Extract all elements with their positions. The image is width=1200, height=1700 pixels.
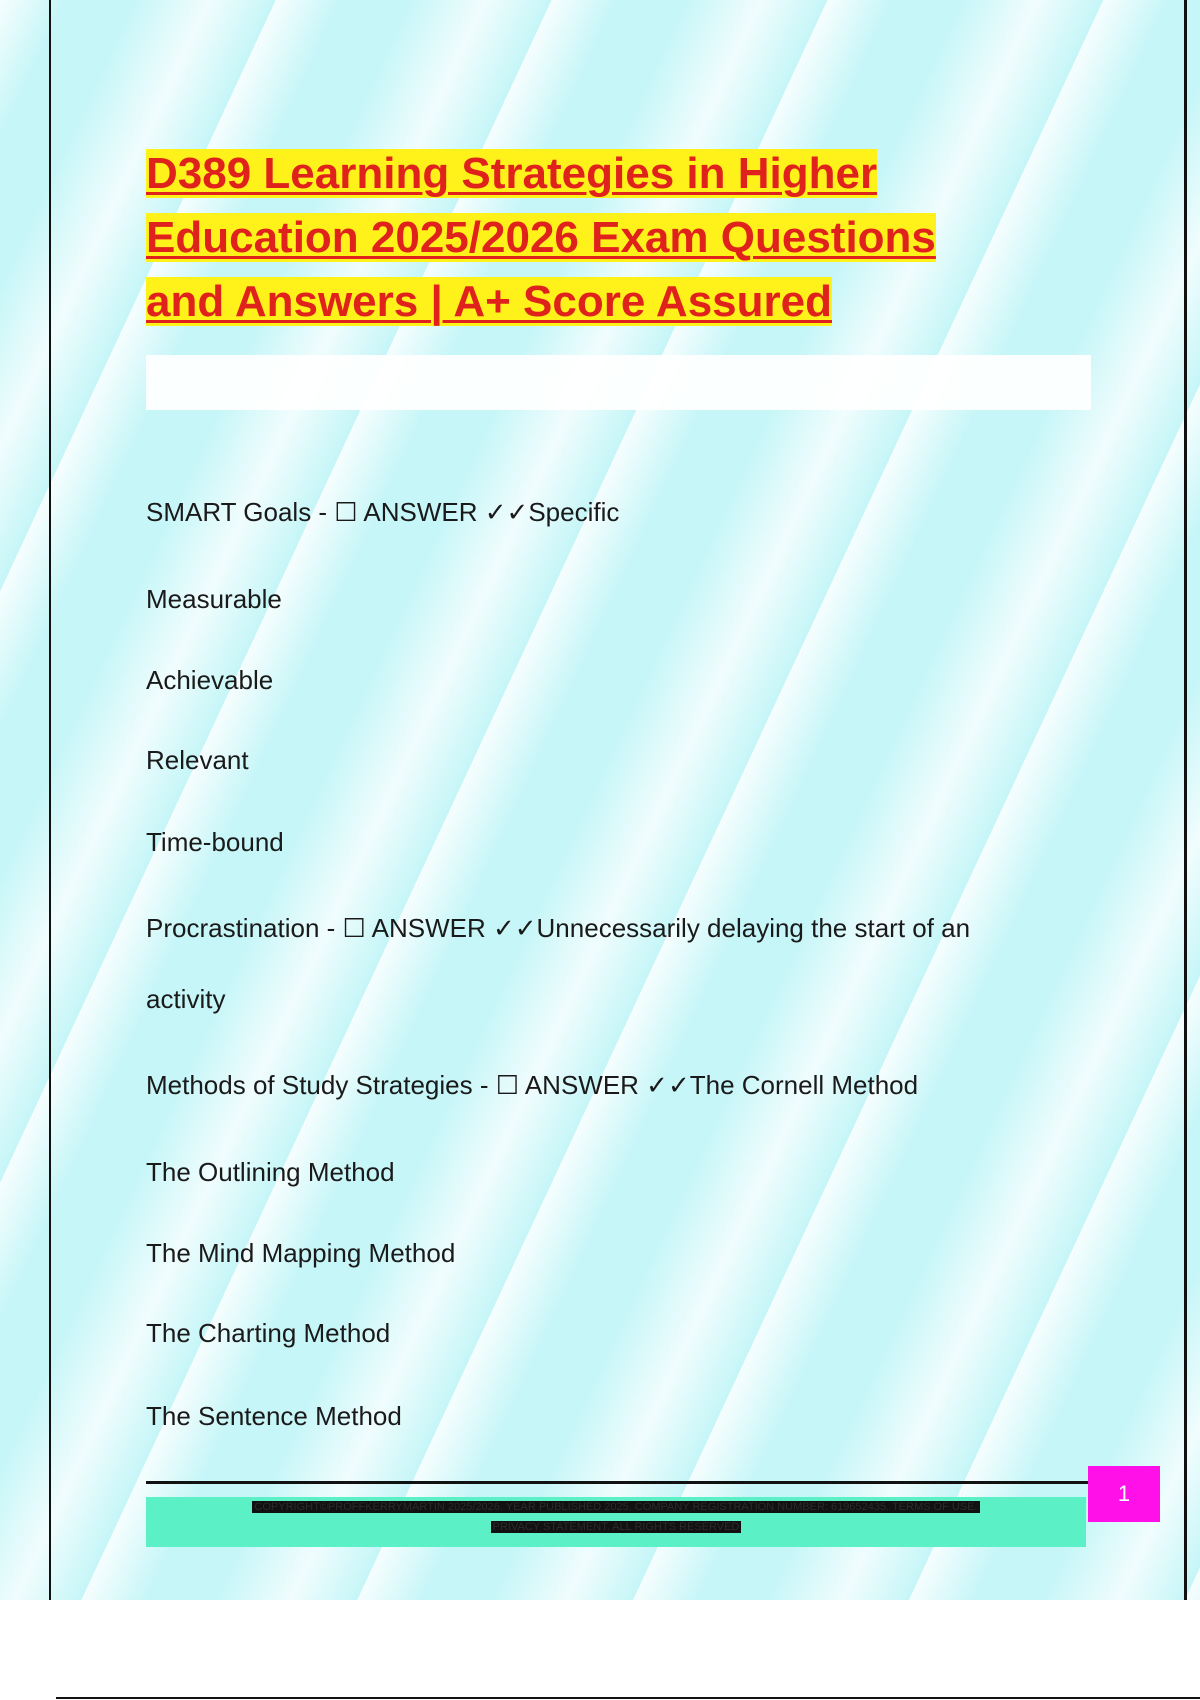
qa-line-mind-mapping: The Mind Mapping Method [146, 1238, 456, 1268]
qa-study-strategies: Methods of Study Strategies - ☐ ANSWER ✓✓The Cornell Method [146, 1070, 919, 1100]
right-border-rule [1184, 0, 1187, 1600]
left-border-rule [49, 0, 51, 1600]
copyright-line-1: COPYRIGHT©PROFFKERRYMARTIN 2025/2026. YEAR PUBLISHED 2025. COMPANY REGISTRATION NUMBER: 619652435. TERMS OF USE. [254, 1501, 978, 1513]
document-title [146, 142, 1046, 334]
qa-line-time-bound: Time-bound [146, 827, 284, 857]
qa-line-activity: activity [146, 984, 226, 1014]
qa-line-charting: The Charting Method [146, 1318, 391, 1348]
title-line-3: and Answers | A+ Score Assured [146, 277, 832, 326]
title-line-2: Education 2025/2026 Exam Questions [146, 213, 936, 262]
bottom-page-rule [56, 1697, 1200, 1699]
qa-smart-goals: SMART Goals - ☐ ANSWER ✓✓Specific [146, 497, 620, 527]
qa-line-relevant: Relevant [146, 745, 249, 775]
footer-rule [146, 1481, 1091, 1484]
page-number-badge: 1 [1088, 1466, 1160, 1522]
qa-line-measurable: Measurable [146, 584, 282, 614]
qa-line-outlining: The Outlining Method [146, 1157, 395, 1187]
qa-line-achievable: Achievable [146, 665, 274, 695]
qa-line-sentence: The Sentence Method [146, 1401, 402, 1431]
qa-procrastination: Procrastination - ☐ ANSWER ✓✓Unnecessarily delaying the start of an [146, 913, 971, 943]
copyright-line-2: PRIVACY STATEMENT. ALL RIGHTS RESERVED [492, 1521, 740, 1533]
blank-white-box [146, 355, 1091, 410]
title-line-1: D389 Learning Strategies in Higher [146, 149, 878, 198]
copyright-footer [146, 1497, 1086, 1547]
